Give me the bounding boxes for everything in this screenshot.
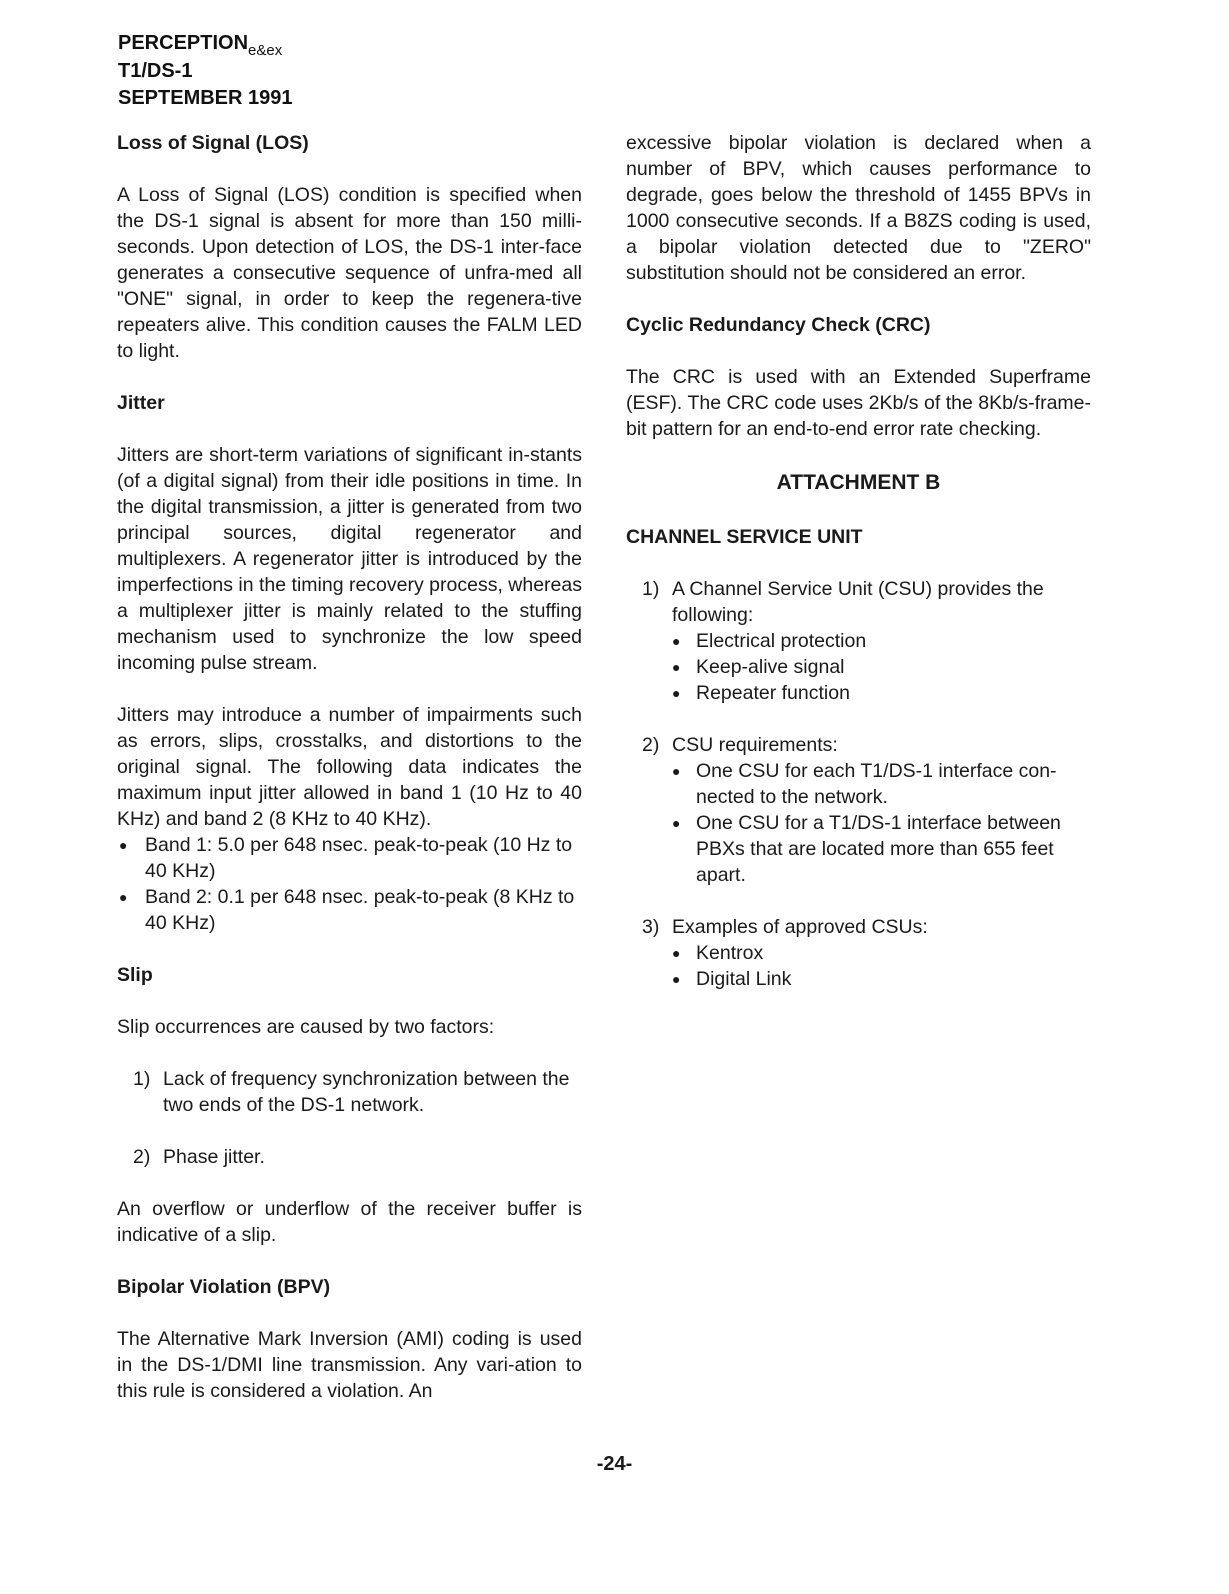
jitter-paragraph-2: Jitters may introduce a number of impairments such as errors, slips, crosstalks, and distortions to the original signal. The following data indicates the maximum input jitter allowed in band 1 (10 Hz to 40 KHz) and band 2 (8 KHz to 40 KHz).	[117, 704, 582, 830]
sub-bullet-list	[672, 940, 1091, 992]
list-item: ● Digital Link	[672, 966, 1091, 992]
page-number: -24-	[596, 1453, 633, 1475]
bpv-paragraph: The Alternative Mark Inversion (AMI) coding is used in the DS-1/DMI line transmission. Any vari-ation to this rule is considered a violation. An	[117, 1328, 582, 1402]
list-item: ● Keep-alive signal	[672, 654, 1091, 680]
los-heading: Loss of Signal (LOS)	[117, 132, 309, 154]
crc-paragraph: The CRC is used with an Extended Superframe (ESF). The CRC code uses 2Kb/s of the 8Kb/s-frame-bit pattern for an end-to-end error rate checking.	[626, 366, 1091, 440]
csu-heading: CHANNEL SERVICE UNIT	[626, 526, 863, 548]
item-number: 1)	[642, 578, 660, 600]
item-number: 2)	[133, 1146, 151, 1168]
bpv-continued-paragraph: excessive bipolar violation is declared when a number of BPV, which causes performance to degrade, goes below the threshold of 1455 BPVs in 1000 consecutive seconds. If a B8ZS coding is used, a bipolar violation detected due to "ZERO" substitution should not be considered an error.	[626, 132, 1091, 284]
list-item	[117, 1066, 582, 1118]
los-paragraph: A Loss of Signal (LOS) condition is specified when the DS-1 signal is absent for more than 150 milli-seconds. Upon detection of LOS, the DS-1 inter-face generates a consecutive sequence of unfra-med all "ONE" signal, in order to keep the regenera-tive repeaters alive. This condition causes the FALM LED to light.	[117, 184, 582, 362]
item-text: CSU requirements:	[672, 734, 838, 756]
slip-heading: Slip	[117, 964, 153, 986]
header-line2: T1/DS-1	[118, 60, 193, 82]
item-text: Phase jitter.	[163, 1146, 265, 1168]
document-header	[118, 30, 293, 112]
sub-bullet-list	[672, 758, 1091, 888]
header-date: SEPTEMBER 1991	[118, 87, 293, 109]
item-number: 3)	[642, 916, 660, 938]
sub-bullet-list	[672, 628, 1091, 706]
header-title: $PERCEPTION_{e\&ex}$	[118, 32, 283, 59]
header-title-subscript: e&ex	[248, 42, 283, 59]
jitter-paragraph-1: Jitters are short-term variations of significant in-stants (of a digital signal) from their idle positions in time. In the digital transmission, a jitter is generated from two principal sources, digital regenerator and multiplexers. A regenerator jitter is introduced by the imperfections in the timing recovery process, whereas a multiplexer jitter is mainly related to the stuffing mechanism used to synchronize the low speed incoming pulse stream.	[117, 444, 582, 674]
list-item: ● One CSU for each T1/DS-1 interface con-nected to the network.	[672, 758, 1091, 810]
list-item	[117, 1144, 582, 1170]
bpv-heading: Bipolar Violation (BPV)	[117, 1276, 331, 1298]
slip-paragraph: An overflow or underflow of the receiver buffer is indicative of a slip.	[117, 1198, 582, 1246]
list-item	[626, 576, 1091, 706]
list-item: ● Electrical protection	[672, 628, 1091, 654]
item-text: Lack of frequency synchronization between the two ends of the DS-1 network.	[163, 1068, 570, 1116]
list-item	[626, 914, 1091, 992]
list-item: ● Repeater function	[672, 680, 1091, 706]
slip-intro: Slip occurrences are caused by two factors:	[117, 1016, 495, 1038]
left-column	[117, 130, 582, 1430]
item-number: 2)	[642, 734, 660, 756]
csu-list	[626, 576, 1091, 992]
list-item: ● One CSU for a T1/DS-1 interface between PBXs that are located more than 655 feet apart.	[672, 810, 1091, 888]
attachment-title: ATTACHMENT B	[776, 471, 941, 494]
list-item: ● Band 1: 5.0 per 648 nsec. peak-to-peak (10 Hz to 40 KHz)	[117, 832, 582, 884]
item-text: A Channel Service Unit (CSU) provides the following:	[672, 578, 1044, 626]
item-number: 1)	[133, 1068, 151, 1090]
slip-factor-list	[117, 1066, 582, 1170]
jitter-heading: Jitter	[117, 392, 165, 414]
item-text: Examples of approved CSUs:	[672, 916, 928, 938]
list-item: ● Kentrox	[672, 940, 1091, 966]
list-item	[626, 732, 1091, 888]
crc-heading: Cyclic Redundancy Check (CRC)	[626, 314, 931, 336]
jitter-bullet-list	[117, 832, 582, 936]
list-item: ● Band 2: 0.1 per 648 nsec. peak-to-peak (8 KHz to 40 KHz)	[117, 884, 582, 936]
right-column	[626, 130, 1091, 1018]
